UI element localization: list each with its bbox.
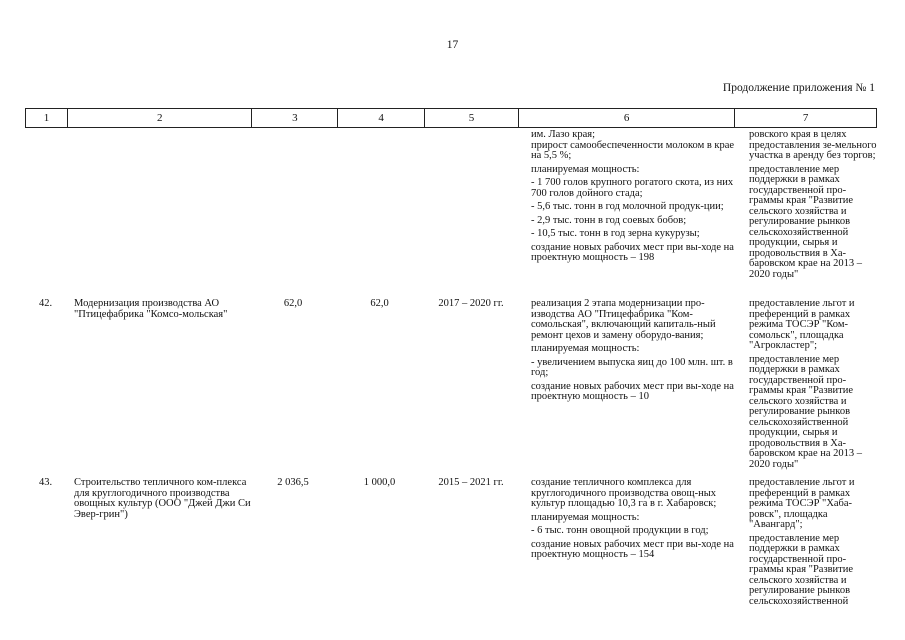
continuation-note: Продолжение приложения № 1: [722, 82, 875, 94]
paragraph: - 6 тыс. тонн овощной продукции в год;: [531, 525, 709, 536]
paragraph: - увеличением выпуска яиц до 100 млн. шт. в год;: [531, 356, 733, 378]
page-number: 17: [446, 39, 459, 51]
paragraph: - 5,6 тыс. тонн в год молочной продук-ции;: [531, 201, 724, 212]
paragraph: создание новых рабочих мест при вы-ходе на проектную мощность – 10: [531, 380, 734, 402]
prev-row-measures: [749, 130, 879, 283]
header-col-4: 4: [338, 109, 425, 127]
paragraph: планируемая мощность:: [531, 343, 640, 354]
paragraph: создание новых рабочих мест при вы-ходе на проектную мощность – 154: [531, 538, 734, 560]
paragraph: создание новых рабочих мест при вы-ходе на проектную мощность – 198: [531, 241, 734, 263]
paragraph: - 1 700 голов крупного рогатого скота, из них 700 голов дойного стада;: [531, 177, 734, 199]
value-col-3: 2 036,5: [277, 477, 309, 488]
header-col-5: 5: [425, 109, 519, 127]
row-number: 42.: [39, 298, 53, 309]
paragraph: предоставление льгот и преференций в рамках режима ТОСЭР "Хаба-ровск", площадка "Авангард";: [749, 477, 855, 530]
prev-row-description: [531, 130, 739, 267]
value-col-3: 62,0: [283, 298, 303, 309]
value-col-4: 1 000,0: [363, 477, 396, 488]
support-measures: [749, 299, 879, 473]
paragraph: им. Лазо края;: [531, 129, 596, 140]
paragraph: предоставление мер поддержки в рамках государственной про-граммы края "Развитие сельского хозяйства и регулирование рынков сельскохозяйственной продукции, сырья и продовольствия в Ха-баровском крае на 2013 – 2020 годы": [749, 353, 863, 470]
paragraph: прирост самообеспеченности молоком в крае на 5,5 %;: [531, 139, 735, 161]
paragraph: предоставление мер поддержки в рамках государственной про-граммы края "Развитие сельского хозяйства и регулирование рынков сельскохозяйственной продукции, сырья и продовольствия в Ха-баровском крае на 2013 – 2020 годы": [749, 163, 863, 280]
paragraph: - 10,5 тыс. тонн в год зерна кукурузы;: [531, 228, 700, 239]
header-col-1: 1: [26, 109, 68, 127]
period: 2017 – 2020 гг.: [438, 298, 504, 309]
project-name: Строительство тепличного ком-плекса для круглогодичного производства овощных культур (ООО "Джей Джи Си Эвер-грин"): [74, 477, 251, 520]
project-description: [531, 299, 739, 406]
paragraph: планируемая мощность:: [531, 511, 640, 523]
project-name: Модернизация производства АО "Птицефабрика "Комсо-мольская": [74, 298, 228, 320]
paragraph: ровского края в целях предоставления зе-мельного участка в аренду без торгов;: [749, 129, 877, 161]
row-number: 43.: [39, 477, 53, 488]
paragraph: планируемая мощность:: [531, 163, 640, 175]
paragraph: создание тепличного комплекса для круглогодичного производства овощ-ных культур площадью 10,3 га в г. Хабаровск;: [531, 477, 717, 509]
paragraph: предоставление льгот и преференций в рамках режима ТОСЭР "Ком-сомольск", площадка "Агрокластер";: [749, 298, 855, 351]
period: 2015 – 2021 гг.: [438, 477, 504, 488]
value-col-4: 62,0: [370, 298, 389, 309]
header-col-6: 6: [519, 109, 735, 127]
header-col-7: 7: [802, 112, 809, 124]
support-measures: [749, 478, 879, 610]
paragraph: реализация 2 этапа модернизации про-изводства АО "Птицефабрика "Ком-сомольская", включающий капиталь-ный ремонт цехов и замену оборудо-вания;: [531, 298, 716, 341]
header-col-3: 3: [252, 109, 338, 127]
paragraph: - 2,9 тыс. тонн в год соевых бобов;: [531, 214, 687, 226]
paragraph: предоставление мер поддержки в рамках государственной про-граммы края "Развитие сельского хозяйства и регулирование рынков сельскохозяйственной: [749, 532, 854, 607]
header-col-2: 2: [68, 109, 253, 127]
project-description: [531, 478, 739, 564]
table-header: [25, 108, 877, 128]
